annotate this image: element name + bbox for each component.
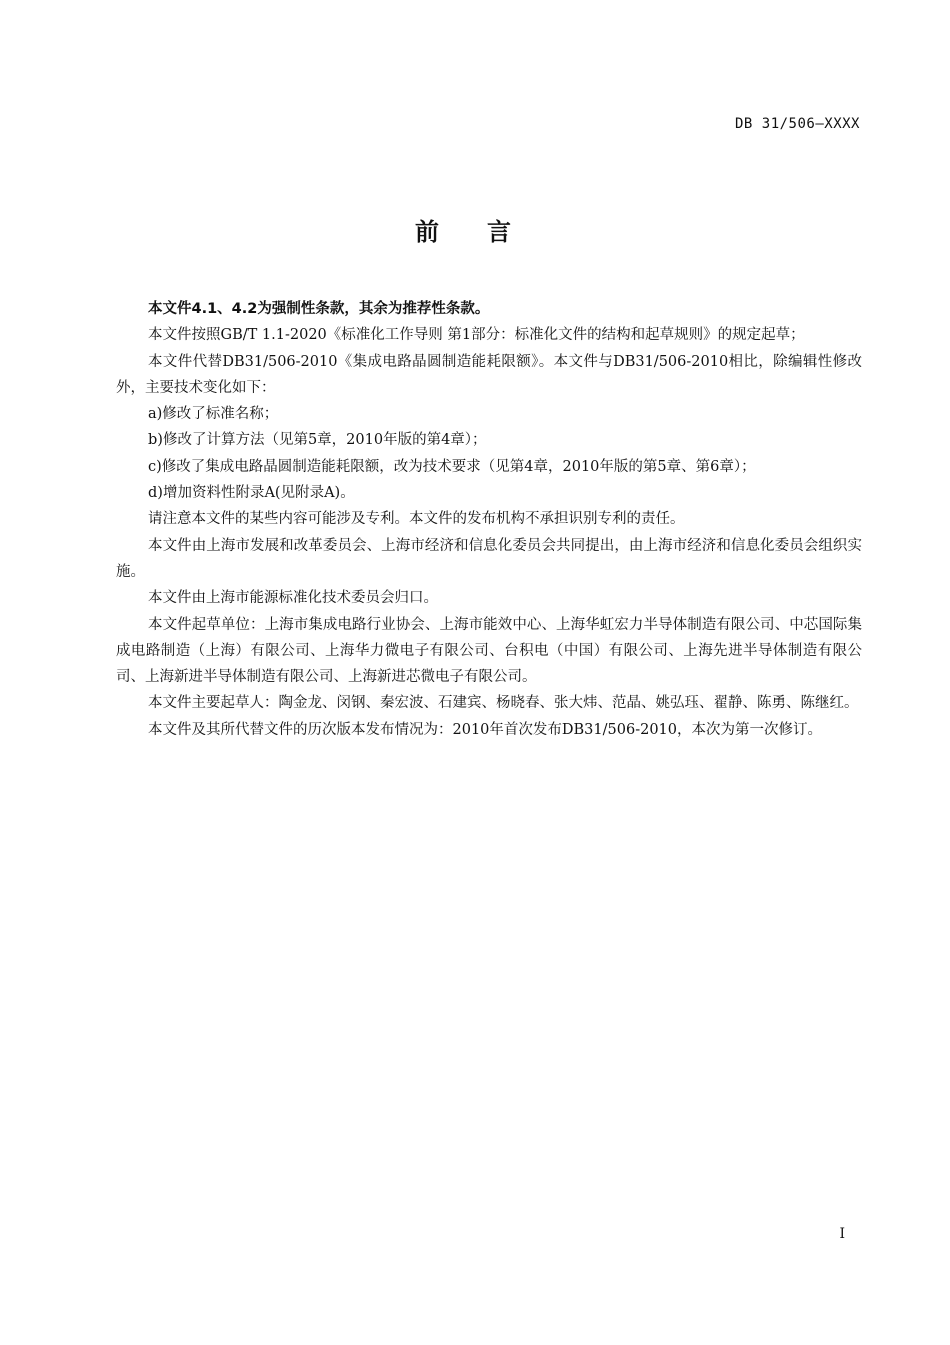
change-item-c: c)修改了集成电路晶圆制造能耗限额，改为技术要求（见第4章，2010年版的第5章、第6章）； xyxy=(148,458,756,475)
paragraph-drafters: 本文件主要起草人：陶金龙、闵钢、秦宏波、石建宾、杨晓春、张大炜、范晶、姚弘珏、翟静、陈勇、陈继红。 xyxy=(148,695,859,712)
foreword-body xyxy=(116,296,862,743)
change-item-d: d)增加资料性附录A(见附录A)。 xyxy=(148,485,355,502)
paragraph-technical-committee: 本文件由上海市能源标准化技术委员会归口。 xyxy=(148,590,438,607)
paragraph-drafting-units: 本文件起草单位：上海市集成电路行业协会、上海市能效中心、上海华虹宏力半导体制造有限公司、中芯国际集成电路制造（上海）有限公司、上海华力微电子有限公司、台积电（中国）有限公司、上海先进半导体制造有限公司、上海新进半导体制造有限公司、上海新进芯微电子有限公司。 xyxy=(116,616,862,686)
paragraph-patent-notice: 请注意本文件的某些内容可能涉及专利。本文件的发布机构不承担识别专利的责任。 xyxy=(148,511,685,528)
paragraph-drafting-rules: 本文件按照GB/T 1.1-2020《标准化工作导则 第1部分：标准化文件的结构和起草规则》的规定起草； xyxy=(148,327,805,344)
page-title: 前言 xyxy=(415,218,559,246)
paragraph-version-history: 本文件及其所代替文件的历次版本发布情况为：2010年首次发布DB31/506-2010，本次为第一次修订。 xyxy=(148,721,822,738)
paragraph-replacement: 本文件代替DB31/506-2010《集成电路晶圆制造能耗限额》。本文件与DB31/506-2010相比，除编辑性修改外，主要技术变化如下： xyxy=(116,353,862,396)
change-item-b: b)修改了计算方法（见第5章，2010年版的第4章）； xyxy=(148,432,487,449)
change-item-a: a)修改了标准名称； xyxy=(148,406,279,423)
paragraph-proposer: 本文件由上海市发展和改革委员会、上海市经济和信息化委员会共同提出，由上海市经济和信息化委员会组织实施。 xyxy=(116,537,862,580)
mandatory-clause-statement: 本文件4.1、4.2为强制性条款，其余为推荐性条款。 xyxy=(148,301,490,317)
page-number: I xyxy=(839,1226,845,1242)
document-code: DB 31/506—XXXX xyxy=(734,116,860,132)
